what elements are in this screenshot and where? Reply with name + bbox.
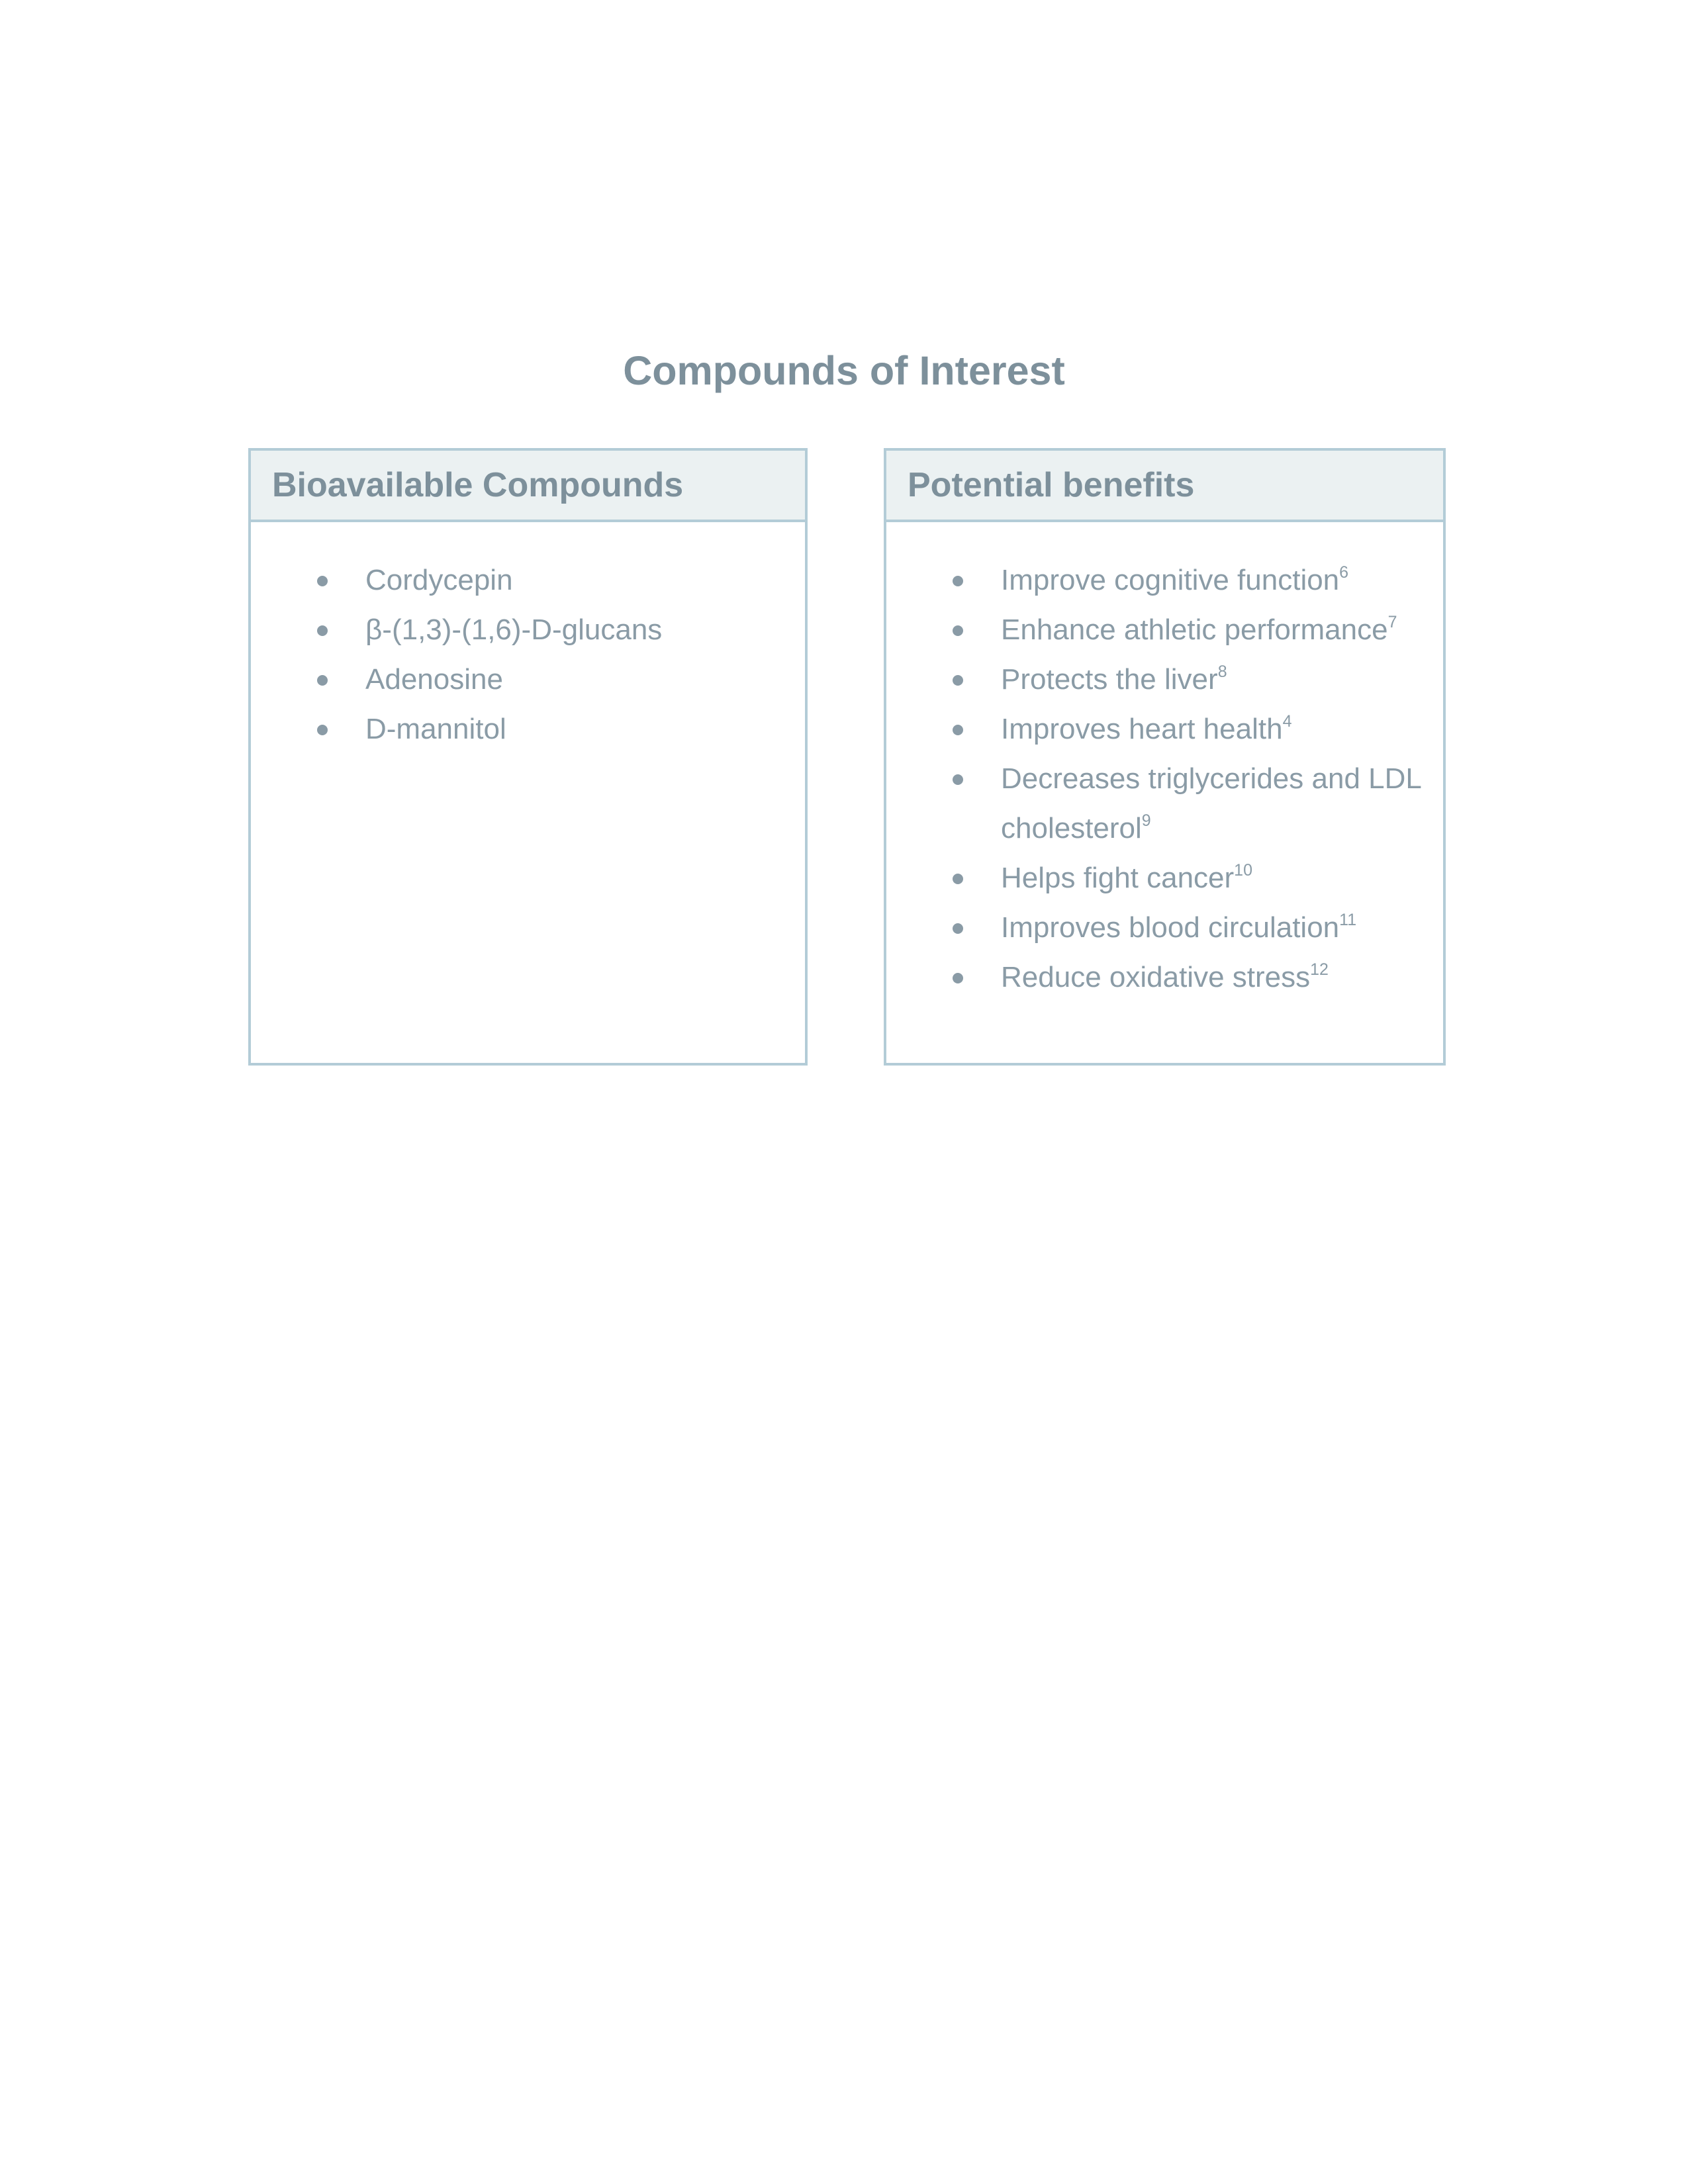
item-text: Cordycepin [365,564,513,596]
bullet-icon [953,576,963,586]
item-text: Reduce oxidative stress [1001,961,1311,993]
item-text: Enhance athletic performance [1001,614,1388,646]
reference-number: 12 [1310,960,1329,979]
list-item [886,555,1443,605]
list-item [251,605,805,655]
reference-number: 11 [1339,911,1357,930]
list-item [886,605,1443,655]
bullet-icon [953,874,963,884]
reference-number: 7 [1387,613,1397,632]
item-text: Improve cognitive function [1001,564,1340,596]
item-text: D-mannitol [365,713,506,745]
bullet-icon [953,923,963,934]
list-item [886,655,1443,704]
bullet-icon [953,774,963,785]
list-item [251,704,805,754]
item-text: Improves blood circulation [1001,911,1340,944]
bioavailable-compounds-panel [248,448,808,1066]
list-item [886,903,1443,952]
item-text: β-(1,3)-(1,6)-D-glucans [365,614,663,646]
reference-number: 8 [1217,662,1227,682]
list-item [886,952,1443,1002]
list-item [886,754,1443,853]
list-item [251,655,805,704]
item-text: Adenosine [365,663,503,696]
potential-benefits-heading: Potential benefits [886,451,1443,522]
potential-benefits-list [886,522,1443,1002]
bullet-icon [317,675,328,686]
reference-number: 6 [1339,563,1349,582]
item-text: Protects the liver [1001,663,1218,696]
bioavailable-compounds-list [251,522,805,754]
reference-number: 10 [1234,861,1252,880]
bullet-icon [953,725,963,735]
bioavailable-compounds-heading: Bioavailable Compounds [251,451,805,522]
item-text: Decreases triglycerides and LDL cholesterol [1001,762,1421,844]
bullet-icon [317,625,328,636]
list-item [886,853,1443,903]
bullet-icon [953,973,963,983]
bullet-icon [317,725,328,735]
potential-benefits-panel [884,448,1446,1066]
list-item [251,555,805,605]
bullet-icon [317,576,328,586]
reference-number: 9 [1141,811,1151,831]
bullet-icon [953,625,963,636]
page-title: Compounds of Interest [623,348,1065,393]
bullet-icon [953,675,963,686]
item-text: Helps fight cancer [1001,862,1235,894]
item-text: Improves heart health [1001,713,1283,745]
list-item [886,704,1443,754]
reference-number: 4 [1282,712,1292,731]
